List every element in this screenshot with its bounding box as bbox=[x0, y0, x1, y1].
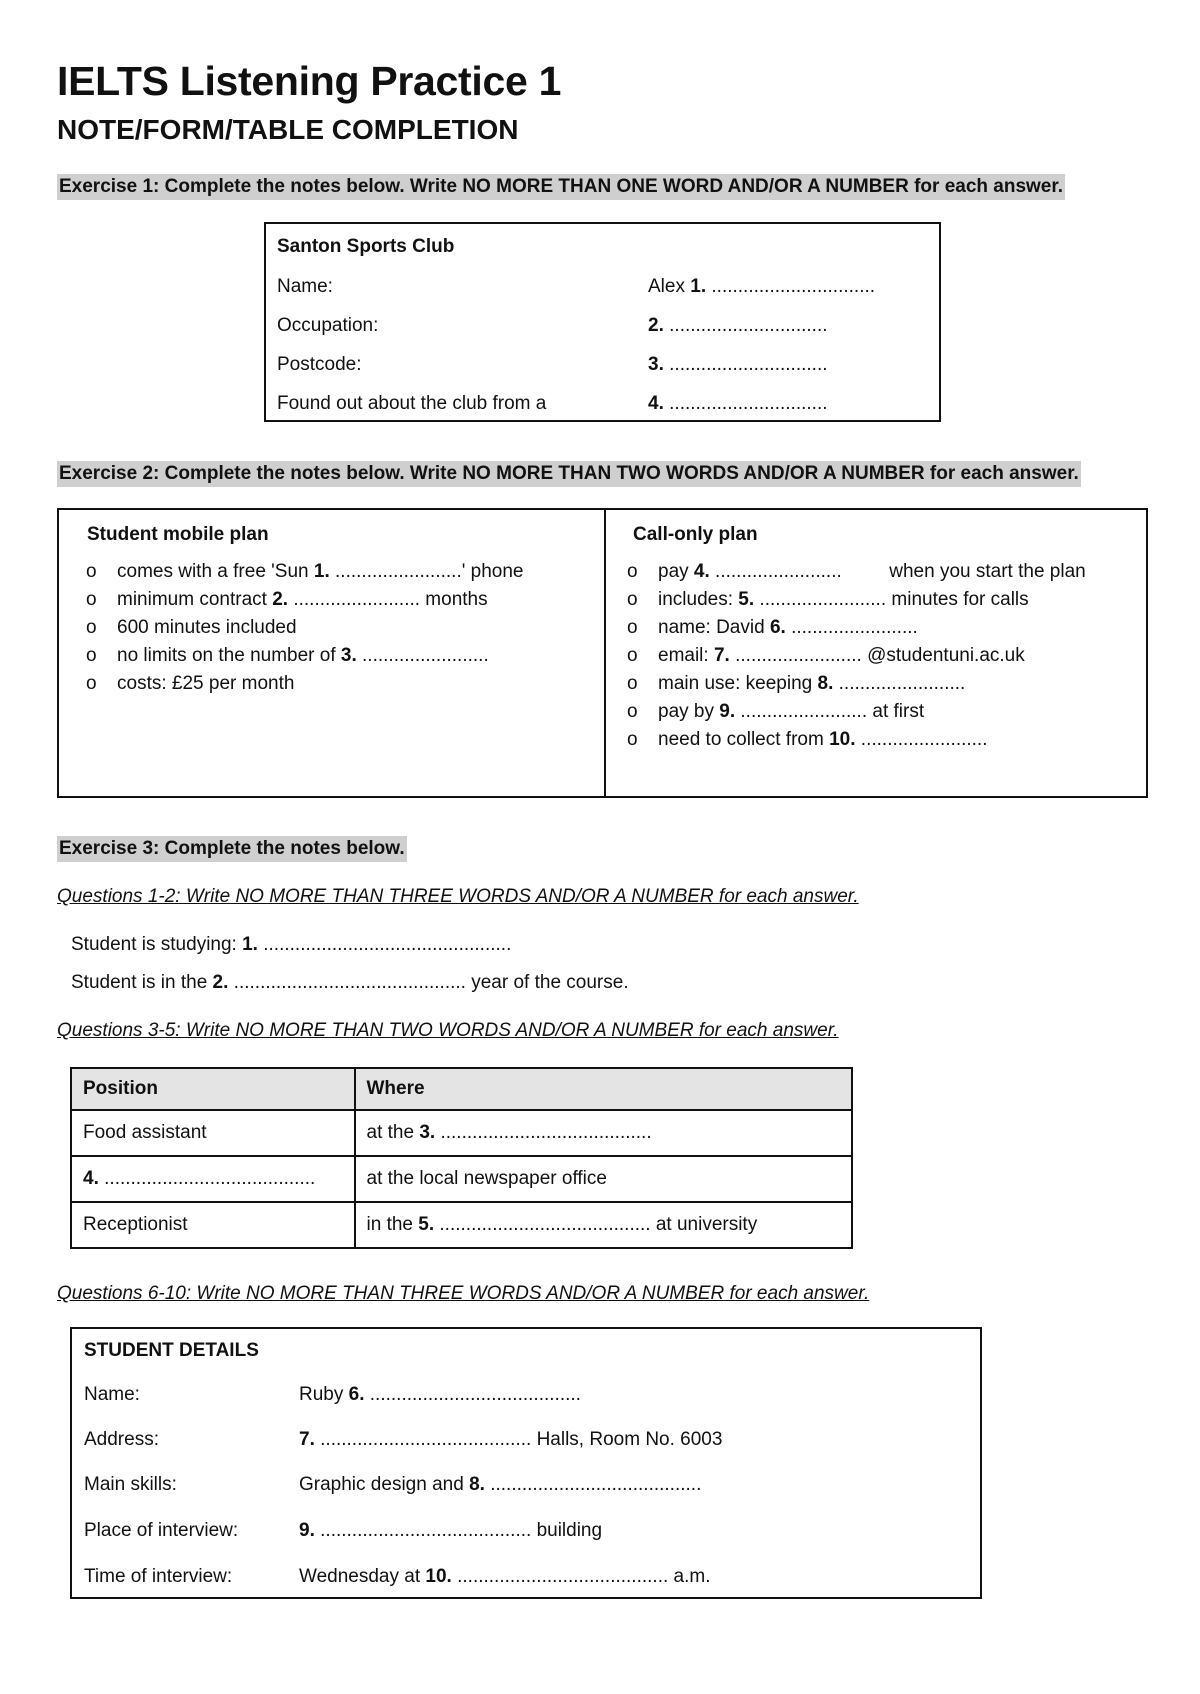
list-item[interactable]: o name: David 6. ........................ bbox=[627, 614, 1086, 642]
form-answer-1[interactable] bbox=[648, 276, 875, 298]
call-plan-title: Call-only plan bbox=[633, 524, 758, 545]
form-answer-4[interactable] bbox=[648, 393, 828, 415]
details-answer-9[interactable]: 9. ........................................ building bbox=[299, 1520, 603, 1541]
sports-club-title: Santon Sports Club bbox=[277, 236, 455, 257]
question-number: 3. bbox=[419, 1122, 436, 1143]
page-title: IELTS Listening Practice 1 bbox=[57, 58, 562, 104]
table-cell[interactable]: 4. ........................................ bbox=[71, 1156, 355, 1202]
bullet-icon: o bbox=[86, 617, 97, 638]
table-cell: Receptionist bbox=[71, 1202, 355, 1248]
list-item[interactable]: o no limits on the number of 3. ........................ bbox=[86, 642, 523, 670]
form-answer-3[interactable] bbox=[648, 354, 828, 376]
question-number: 1. bbox=[313, 561, 330, 582]
form-label-occupation: Occupation: bbox=[277, 315, 379, 336]
answer-blank: .............................. bbox=[663, 315, 828, 336]
question-number: 3. bbox=[648, 354, 664, 375]
note-line-1[interactable]: Student is studying: 1. ............................................... bbox=[71, 934, 512, 955]
question-number: 6. bbox=[769, 617, 786, 638]
list-item[interactable]: o pay by 9. ........................ at first bbox=[627, 698, 1086, 726]
form-label-postcode: Postcode: bbox=[277, 354, 362, 375]
answer-blank: ............................... bbox=[706, 276, 876, 297]
list-item[interactable]: o main use: keeping 8. ........................ bbox=[627, 670, 1086, 698]
question-number: 2. bbox=[648, 315, 664, 336]
bullet-icon: o bbox=[627, 617, 638, 638]
list-item[interactable]: o minimum contract 2. ........................ months bbox=[86, 586, 523, 614]
table-cell: at the local newspaper office bbox=[355, 1156, 853, 1202]
question-number: 5. bbox=[418, 1214, 435, 1235]
sports-club-form-box bbox=[264, 222, 941, 422]
table-row bbox=[71, 1156, 852, 1202]
question-number: 2. bbox=[212, 972, 229, 993]
question-number: 10. bbox=[829, 729, 856, 750]
question-number: 5. bbox=[738, 589, 755, 610]
bullet-icon: o bbox=[627, 729, 638, 750]
question-number: 1. bbox=[690, 276, 707, 297]
table-cell[interactable]: at the 3. ........................................ bbox=[355, 1110, 853, 1156]
exercise-3-heading: Exercise 3: Complete the notes below. bbox=[57, 836, 407, 862]
exercise-1-heading: Exercise 1: Complete the notes below. Write NO MORE THAN ONE WORD AND/OR A NUMBER for each answer. bbox=[57, 174, 1065, 200]
column-divider bbox=[604, 510, 606, 796]
question-number: 7. bbox=[713, 645, 730, 666]
list-item[interactable]: o email: 7. ........................ @studentuni.ac.uk bbox=[627, 642, 1086, 670]
details-label-time: Time of interview: bbox=[84, 1566, 233, 1587]
list-item[interactable]: o includes: 5. ........................ minutes for calls bbox=[627, 586, 1086, 614]
question-number: 1. bbox=[242, 934, 258, 955]
question-number: 7. bbox=[299, 1429, 315, 1450]
details-answer-8[interactable]: Graphic design and 8. ........................................ bbox=[299, 1474, 702, 1495]
form-label-found-out: Found out about the club from a bbox=[277, 393, 547, 414]
question-number: 3. bbox=[340, 645, 357, 666]
details-answer-7[interactable]: 7. ........................................ Halls, Room No. 6003 bbox=[299, 1429, 723, 1450]
details-label-place: Place of interview: bbox=[84, 1520, 239, 1541]
form-label-name: Name: bbox=[277, 276, 333, 297]
details-answer-6[interactable]: Ruby 6. ........................................ bbox=[299, 1384, 581, 1405]
student-details-title: STUDENT DETAILS bbox=[84, 1340, 259, 1361]
bullet-icon: o bbox=[86, 673, 97, 694]
bullet-icon: o bbox=[627, 589, 638, 610]
list-item[interactable]: o comes with a free 'Sun 1. ........................' phone bbox=[86, 558, 523, 586]
question-number: 6. bbox=[348, 1384, 365, 1405]
student-details-box bbox=[70, 1327, 982, 1599]
call-plan-list bbox=[627, 558, 1086, 754]
bullet-icon: o bbox=[627, 673, 638, 694]
list-item: o costs: £25 per month bbox=[86, 670, 523, 698]
positions-table bbox=[70, 1067, 853, 1249]
question-number: 4. bbox=[693, 561, 710, 582]
bullet-icon: o bbox=[86, 589, 97, 610]
table-cell[interactable]: in the 5. ........................................ at university bbox=[355, 1202, 853, 1248]
answer-prefix: Alex bbox=[648, 276, 691, 297]
list-item: o 600 minutes included bbox=[86, 614, 523, 642]
questions-1-2-instruction: Questions 1-2: Write NO MORE THAN THREE WORDS AND/OR A NUMBER for each answer. bbox=[57, 886, 859, 907]
answer-blank: .............................. bbox=[663, 354, 828, 375]
questions-6-10-instruction: Questions 6-10: Write NO MORE THAN THREE WORDS AND/OR A NUMBER for each answer. bbox=[57, 1283, 870, 1304]
question-number: 9. bbox=[719, 701, 736, 722]
list-item[interactable]: o pay 4. ........................ when you start the plan bbox=[627, 558, 1086, 586]
question-number: 4. bbox=[83, 1168, 99, 1189]
bullet-icon: o bbox=[627, 645, 638, 666]
question-number: 2. bbox=[272, 589, 289, 610]
column-header-position: Position bbox=[71, 1068, 355, 1110]
table-row bbox=[71, 1202, 852, 1248]
question-number: 8. bbox=[469, 1474, 485, 1495]
column-header-where: Where bbox=[355, 1068, 853, 1110]
table-cell: Food assistant bbox=[71, 1110, 355, 1156]
table-header-row bbox=[71, 1068, 852, 1110]
student-plan-title: Student mobile plan bbox=[87, 524, 269, 545]
student-plan-list bbox=[86, 558, 523, 698]
table-row bbox=[71, 1110, 852, 1156]
form-answer-2[interactable] bbox=[648, 315, 828, 337]
details-label-address: Address: bbox=[84, 1429, 159, 1450]
question-number: 4. bbox=[648, 393, 664, 414]
details-answer-10[interactable]: Wednesday at 10. ........................................ a.m. bbox=[299, 1566, 711, 1587]
questions-3-5-instruction: Questions 3-5: Write NO MORE THAN TWO WORDS AND/OR A NUMBER for each answer. bbox=[57, 1020, 839, 1041]
question-number: 10. bbox=[425, 1566, 452, 1587]
mobile-plans-box bbox=[57, 508, 1148, 798]
question-number: 8. bbox=[817, 673, 834, 694]
bullet-icon: o bbox=[86, 561, 97, 582]
details-label-name: Name: bbox=[84, 1384, 140, 1405]
bullet-icon: o bbox=[627, 701, 638, 722]
question-number: 9. bbox=[299, 1520, 315, 1541]
exercise-2-heading: Exercise 2: Complete the notes below. Write NO MORE THAN TWO WORDS AND/OR A NUMBER for each answer. bbox=[57, 461, 1081, 487]
page-subtitle: NOTE/FORM/TABLE COMPLETION bbox=[57, 114, 519, 145]
note-line-2[interactable]: Student is in the 2. ............................................ year of the course. bbox=[71, 972, 629, 993]
answer-blank: .............................. bbox=[663, 393, 828, 414]
details-label-skills: Main skills: bbox=[84, 1474, 177, 1495]
bullet-icon: o bbox=[627, 561, 638, 582]
list-item[interactable]: o need to collect from 10. ........................ bbox=[627, 726, 1086, 754]
bullet-icon: o bbox=[86, 645, 97, 666]
